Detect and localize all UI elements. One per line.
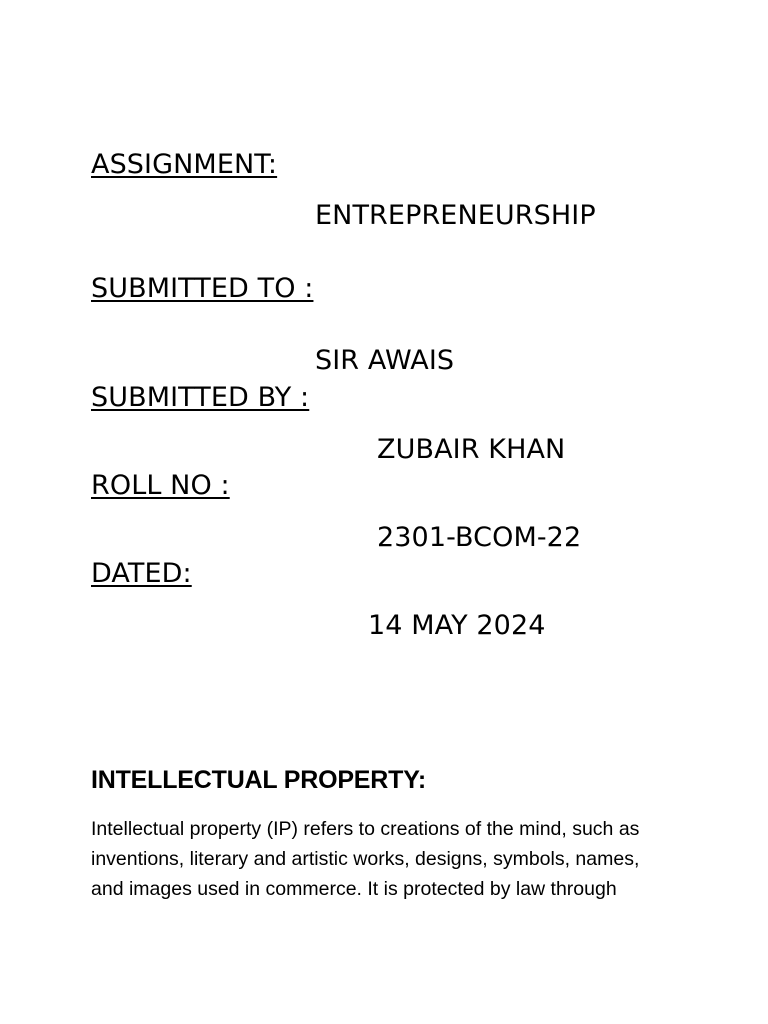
submitted-to-value: SIR AWAIS — [315, 345, 455, 376]
roll-no-label: ROLL NO : — [91, 470, 230, 501]
submitted-to-label: SUBMITTED TO : — [91, 273, 314, 304]
paragraph-line: inventions, literary and artistic works, designs, symbols, names, — [91, 848, 640, 870]
dated-label: DATED: — [91, 558, 192, 589]
assignment-value: ENTREPRENEURSHIP — [315, 200, 596, 231]
submitted-by-label: SUBMITTED BY : — [91, 382, 310, 413]
roll-no-value: 2301-BCOM-22 — [377, 522, 582, 553]
submitted-by-value: ZUBAIR KHAN — [377, 434, 566, 465]
assignment-label: ASSIGNMENT: — [91, 149, 278, 180]
dated-value: 14 MAY 2024 — [368, 610, 546, 641]
paragraph-line: and images used in commerce. It is protected by law through — [91, 878, 617, 900]
section-heading: INTELLECTUAL PROPERTY: — [91, 766, 426, 794]
section-paragraph — [91, 814, 691, 904]
paragraph-line: Intellectual property (IP) refers to creations of the mind, such as — [91, 818, 640, 840]
